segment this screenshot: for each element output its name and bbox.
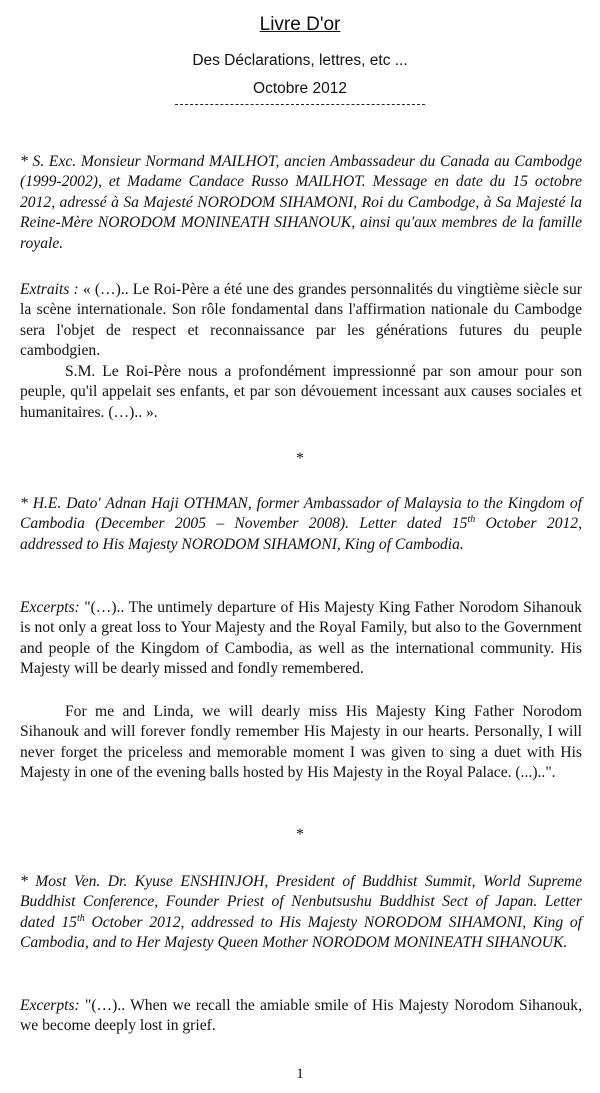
entry-3-excerpt-label: Excerpts: — [20, 997, 80, 1014]
page-date: Octobre 2012 — [253, 80, 347, 97]
page-title: Livre D'or — [259, 14, 341, 35]
entry-2-excerpt-label: Excerpts: — [20, 599, 80, 616]
entry-1-excerpt-label: Extraits : — [20, 281, 79, 298]
entry-1-intro: * S. Exc. Monsieur Normand MAILHOT, ancien Ambassadeur du Canada au Cambodge (1999-2002), et Madame Candace Russo MAILHOT. Message en date du 15 octobre 2012, adressé à Sa Majesté NORODOM SIHAMONI, Roi du Cambodge, à Sa Majesté la Reine-Mère NORODOM MONINEATH SIHANOUK, ainsi qu'aux membres de la famille royale. — [20, 153, 582, 252]
entry-2-excerpt — [20, 598, 582, 680]
entry-2-excerpt-text: "(…).. The untimely departure of His Majesty King Father Norodom Sihanouk is not only a great loss to Your Majesty and the Royal Family, but also to the Government and people of the Kingdom of Cambodia, as well as the international community. His Majesty will be dearly missed and fondly remembered. — [20, 599, 582, 678]
page-subtitle: Des Déclarations, lettres, etc ... — [192, 52, 408, 69]
entry-1-excerpt — [20, 280, 582, 362]
entry-3-excerpt-text: "(…).. When we recall the amiable smile of His Majesty Norodom Sihanouk, we become deeply lost in grief. — [20, 997, 582, 1035]
entry-1-excerpt-paragraph-2: S.M. Le Roi-Père nous a profondément impressionné par son amour pour son peuple, qu'il appelait ses enfants, et par son dévouement incessant aux causes sociales et humanitaires. (…).. ». — [20, 363, 582, 421]
entry-2-intro: * H.E. Dato' Adnan Haji OTHMAN, former Ambassador of Malaysia to the Kingdom of Cambodia (December 2005 – November 2008). Letter dated 15th October 2012, addressed to His Majesty NORODOM SIHAMONI, King of Cambodia. — [20, 495, 582, 553]
entry-2-excerpt-paragraph-2: For me and Linda, we will dearly miss His Majesty King Father Norodom Sihanouk and will forever fondly remember His Majesty in our hearts. Personally, I will never forget the priceless and memorable moment I was given to sing a duet with His Majesty in one of the evening balls hosted by His Majesty in the Royal Palace. (...)..". — [20, 703, 582, 782]
page-number: 1 — [296, 1066, 304, 1082]
section-separator-2: * — [296, 826, 304, 843]
entry-1-excerpt-text: « (…).. Le Roi-Père a été une des grandes personnalités du vingtième siècle sur la scène internationale. Son rôle fondamental dans l'affirmation nationale du Cambodge sera l'objet de respect et reconnaissance par les générations futures du peuple cambodgien. — [20, 281, 582, 360]
entry-3-excerpt — [20, 996, 582, 1037]
entry-3-intro: * Most Ven. Dr. Kyuse ENSHINJOH, President of Buddhist Summit, World Supreme Buddhist Conference, Founder Priest of Nenbutsushu Buddhist Sect of Japan. Letter dated 15th October 2012, addressed to His Majesty NORODOM SIHAMONI, King of Cambodia, and to Her Majesty Queen Mother NORODOM MONINEATH SIHANOUK. — [20, 873, 583, 952]
section-separator-1: * — [296, 450, 304, 467]
header-divider — [175, 104, 425, 105]
